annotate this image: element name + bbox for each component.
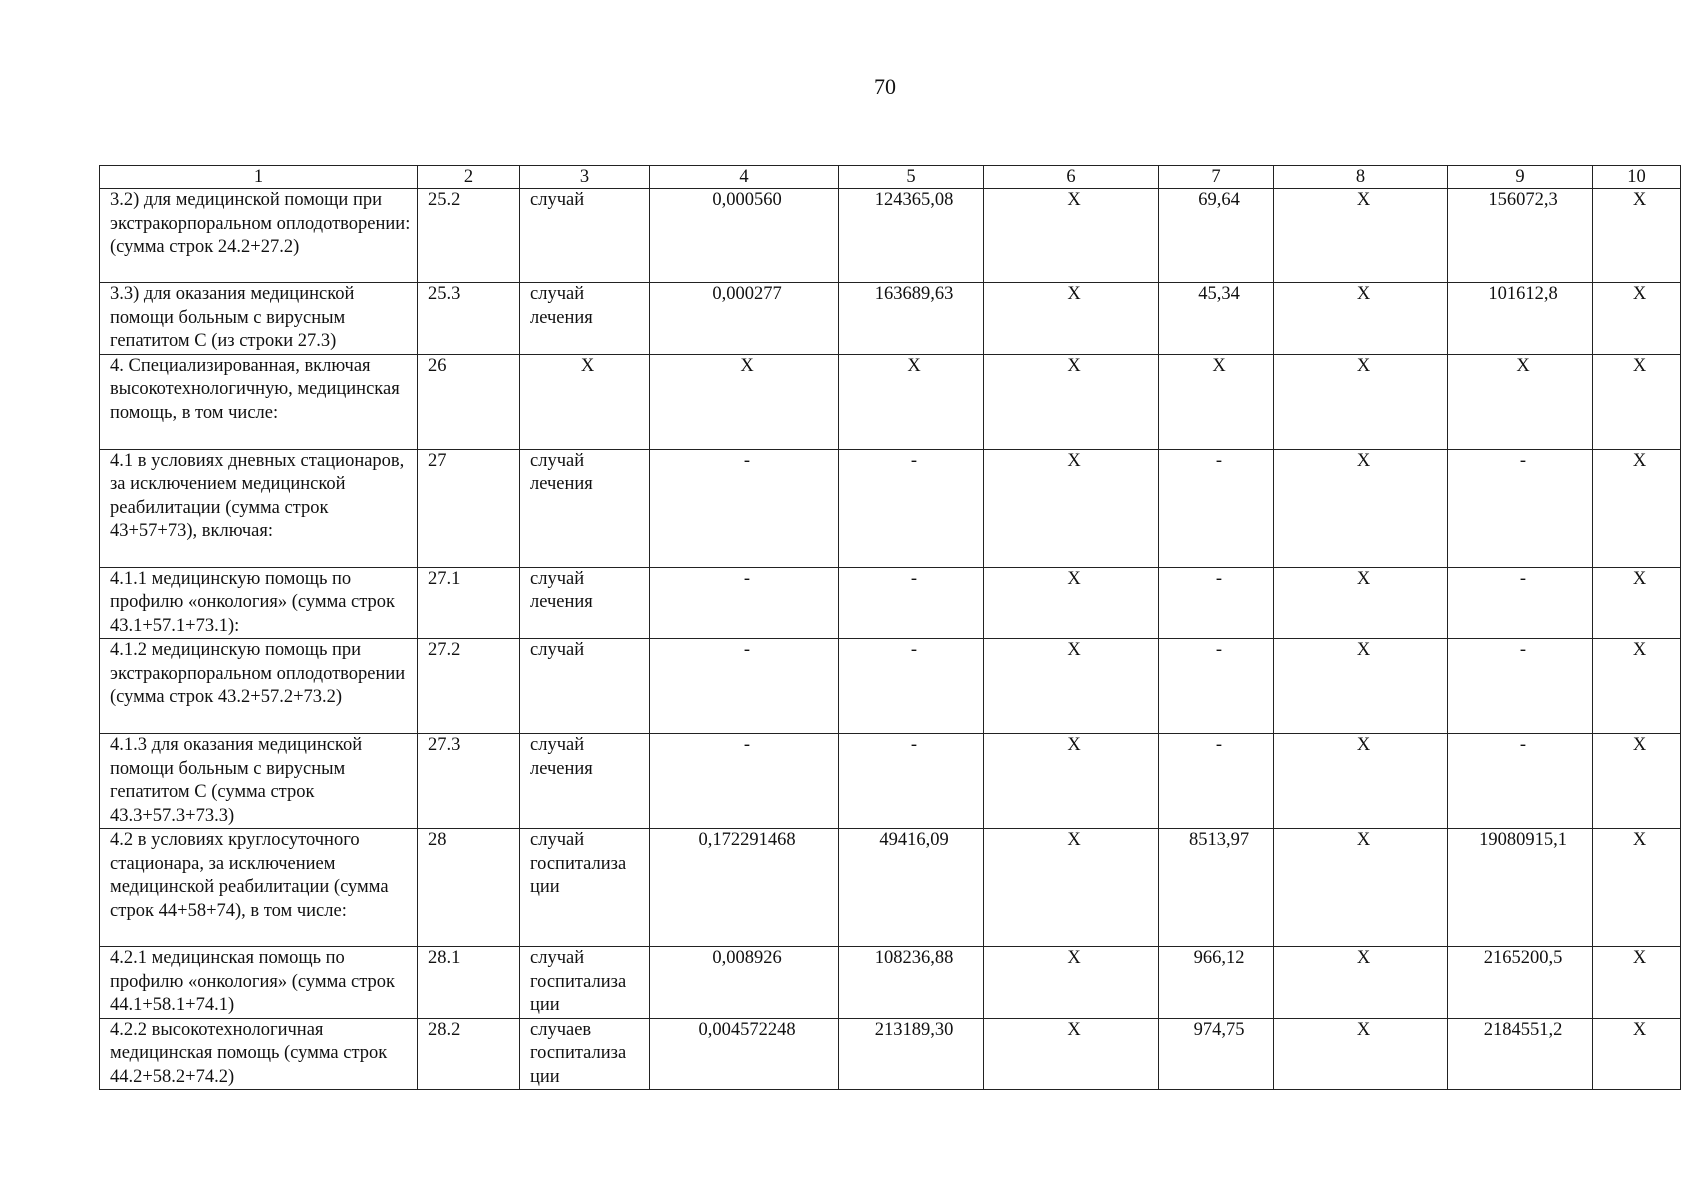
cell-col8: X <box>1274 283 1448 355</box>
row-unit: случай лечения <box>520 449 650 567</box>
cell-col10: X <box>1593 354 1681 449</box>
table-row <box>100 1018 1681 1090</box>
cell-col4: - <box>650 567 839 639</box>
cell-col7: 8513,97 <box>1159 829 1274 947</box>
cell-col5: 163689,63 <box>839 283 984 355</box>
cell-col9: - <box>1448 567 1593 639</box>
row-name: 4.2 в условиях круглосуточного стационара, за исключением медицинской реабилитации (сумма строк 44+58+74), в том числе: <box>100 829 418 947</box>
cell-col4: 0,008926 <box>650 947 839 1019</box>
column-header: 10 <box>1593 166 1681 189</box>
cell-col9: - <box>1448 734 1593 829</box>
cell-col4: - <box>650 639 839 734</box>
cell-col10: X <box>1593 189 1681 283</box>
row-unit: случай <box>520 189 650 283</box>
row-code: 28.2 <box>418 1018 520 1090</box>
cell-col4: 0,004572248 <box>650 1018 839 1090</box>
row-name: 4.2.2 высокотехнологичная медицинская помощь (сумма строк 44.2+58.2+74.2) <box>100 1018 418 1090</box>
row-unit: X <box>520 354 650 449</box>
row-code: 25.2 <box>418 189 520 283</box>
row-code: 27 <box>418 449 520 567</box>
column-header: 1 <box>100 166 418 189</box>
cell-col6: X <box>984 1018 1159 1090</box>
table-row <box>100 639 1681 734</box>
cell-col4: 0,000277 <box>650 283 839 355</box>
cell-col8: X <box>1274 1018 1448 1090</box>
cell-col7: - <box>1159 449 1274 567</box>
row-name: 4.1.1 медицинскую помощь по профилю «онкология» (сумма строк 43.1+57.1+73.1): <box>100 567 418 639</box>
row-name: 4. Специализированная, включая высокотехнологичную, медицинская помощь, в том числе: <box>100 354 418 449</box>
cell-col6: X <box>984 354 1159 449</box>
row-unit: случай госпитализа ции <box>520 947 650 1019</box>
row-code: 27.2 <box>418 639 520 734</box>
cell-col9: 2184551,2 <box>1448 1018 1593 1090</box>
cell-col7: - <box>1159 567 1274 639</box>
column-header: 7 <box>1159 166 1274 189</box>
table-row <box>100 449 1681 567</box>
column-header: 2 <box>418 166 520 189</box>
cell-col4: 0,000560 <box>650 189 839 283</box>
column-header: 6 <box>984 166 1159 189</box>
cell-col5: 124365,08 <box>839 189 984 283</box>
row-unit: случай лечения <box>520 283 650 355</box>
cell-col9: 19080915,1 <box>1448 829 1593 947</box>
cell-col7: 45,34 <box>1159 283 1274 355</box>
table-row <box>100 734 1681 829</box>
cell-col9: 2165200,5 <box>1448 947 1593 1019</box>
table-row <box>100 189 1681 283</box>
cell-col10: X <box>1593 947 1681 1019</box>
cell-col9: X <box>1448 354 1593 449</box>
cell-col6: X <box>984 567 1159 639</box>
cell-col8: X <box>1274 947 1448 1019</box>
cell-col5: 213189,30 <box>839 1018 984 1090</box>
row-code: 27.1 <box>418 567 520 639</box>
table-row <box>100 283 1681 355</box>
cell-col5: - <box>839 639 984 734</box>
cell-col10: X <box>1593 734 1681 829</box>
row-unit: случаев госпитализа ции <box>520 1018 650 1090</box>
table-row <box>100 567 1681 639</box>
cell-col8: X <box>1274 829 1448 947</box>
row-name: 3.3) для оказания медицинской помощи больным с вирусным гепатитом С (из строки 27.3) <box>100 283 418 355</box>
cell-col8: X <box>1274 189 1448 283</box>
table-row <box>100 829 1681 947</box>
cell-col6: X <box>984 189 1159 283</box>
table-row <box>100 947 1681 1019</box>
cell-col7: 966,12 <box>1159 947 1274 1019</box>
cell-col9: - <box>1448 639 1593 734</box>
cell-col7: 69,64 <box>1159 189 1274 283</box>
column-header: 5 <box>839 166 984 189</box>
cell-col5: - <box>839 449 984 567</box>
cell-col6: X <box>984 639 1159 734</box>
row-name: 4.1.2 медицинскую помощь при экстракорпоральном оплодотворении (сумма строк 43.2+57.2+73.2) <box>100 639 418 734</box>
row-code: 28.1 <box>418 947 520 1019</box>
cell-col10: X <box>1593 1018 1681 1090</box>
cell-col6: X <box>984 829 1159 947</box>
row-name: 3.2) для медицинской помощи при экстракорпоральном оплодотворении: (сумма строк 24.2+27.2) <box>100 189 418 283</box>
row-name: 4.2.1 медицинская помощь по профилю «онкология» (сумма строк 44.1+58.1+74.1) <box>100 947 418 1019</box>
cell-col9: 101612,8 <box>1448 283 1593 355</box>
cell-col6: X <box>984 734 1159 829</box>
column-header: 3 <box>520 166 650 189</box>
cell-col10: X <box>1593 449 1681 567</box>
row-name: 4.1.3 для оказания медицинской помощи больным с вирусным гепатитом С (сумма строк 43.3+57.3+73.3) <box>100 734 418 829</box>
cell-col10: X <box>1593 639 1681 734</box>
column-header: 8 <box>1274 166 1448 189</box>
cell-col5: 49416,09 <box>839 829 984 947</box>
row-unit: случай госпитализа ции <box>520 829 650 947</box>
column-header: 9 <box>1448 166 1593 189</box>
cell-col6: X <box>984 947 1159 1019</box>
cell-col10: X <box>1593 829 1681 947</box>
data-table <box>99 165 1681 1090</box>
cell-col5: - <box>839 567 984 639</box>
cell-col4: - <box>650 449 839 567</box>
cell-col5: X <box>839 354 984 449</box>
cell-col4: X <box>650 354 839 449</box>
cell-col7: - <box>1159 639 1274 734</box>
cell-col8: X <box>1274 449 1448 567</box>
row-name: 4.1 в условиях дневных стационаров, за исключением медицинской реабилитации (сумма строк 43+57+73), включая: <box>100 449 418 567</box>
cell-col4: - <box>650 734 839 829</box>
page-number: 70 <box>874 74 896 99</box>
cell-col5: 108236,88 <box>839 947 984 1019</box>
cell-col9: - <box>1448 449 1593 567</box>
cell-col7: 974,75 <box>1159 1018 1274 1090</box>
cell-col6: X <box>984 449 1159 567</box>
cell-col10: X <box>1593 567 1681 639</box>
cell-col7: - <box>1159 734 1274 829</box>
cell-col10: X <box>1593 283 1681 355</box>
cell-col7: X <box>1159 354 1274 449</box>
cell-col8: X <box>1274 567 1448 639</box>
row-unit: случай лечения <box>520 734 650 829</box>
cell-col9: 156072,3 <box>1448 189 1593 283</box>
row-code: 27.3 <box>418 734 520 829</box>
row-code: 26 <box>418 354 520 449</box>
row-code: 25.3 <box>418 283 520 355</box>
row-unit: случай лечения <box>520 567 650 639</box>
column-header: 4 <box>650 166 839 189</box>
row-unit: случай <box>520 639 650 734</box>
header-row <box>100 166 1681 189</box>
row-code: 28 <box>418 829 520 947</box>
cell-col8: X <box>1274 734 1448 829</box>
cell-col6: X <box>984 283 1159 355</box>
cell-col5: - <box>839 734 984 829</box>
cell-col8: X <box>1274 354 1448 449</box>
table-row <box>100 354 1681 449</box>
cell-col4: 0,172291468 <box>650 829 839 947</box>
cell-col8: X <box>1274 639 1448 734</box>
